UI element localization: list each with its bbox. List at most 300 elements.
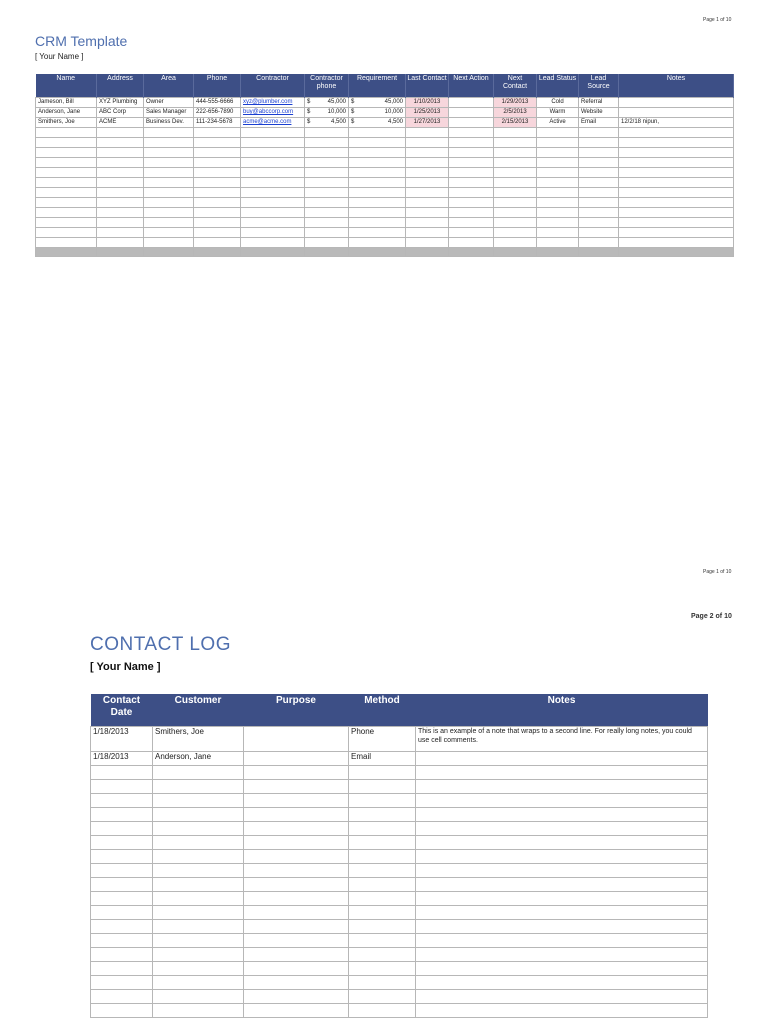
purpose-cell[interactable] — [244, 727, 349, 752]
empty-cell[interactable] — [97, 128, 144, 138]
empty-cell[interactable] — [416, 892, 708, 906]
empty-cell[interactable] — [241, 158, 305, 168]
empty-cell[interactable] — [241, 138, 305, 148]
empty-cell[interactable] — [406, 158, 449, 168]
name-cell[interactable]: Smithers, Joe — [36, 118, 97, 128]
empty-cell[interactable] — [244, 990, 349, 1004]
empty-cell[interactable] — [144, 218, 194, 228]
empty-cell[interactable] — [244, 808, 349, 822]
empty-cell[interactable] — [244, 794, 349, 808]
empty-cell[interactable] — [619, 188, 734, 198]
empty-cell[interactable] — [449, 148, 494, 158]
empty-cell[interactable] — [537, 128, 579, 138]
phone-cell[interactable]: 222-656-7890 — [194, 108, 241, 118]
empty-cell[interactable] — [91, 920, 153, 934]
empty-cell[interactable] — [579, 218, 619, 228]
empty-cell[interactable] — [349, 168, 406, 178]
empty-cell[interactable] — [416, 864, 708, 878]
empty-cell[interactable] — [305, 218, 349, 228]
empty-cell[interactable] — [416, 990, 708, 1004]
empty-cell[interactable] — [494, 168, 537, 178]
empty-cell[interactable] — [416, 920, 708, 934]
empty-cell[interactable] — [97, 198, 144, 208]
name-cell[interactable]: Jameson, Bill — [36, 98, 97, 108]
empty-cell[interactable] — [36, 168, 97, 178]
empty-cell[interactable] — [349, 794, 416, 808]
empty-cell[interactable] — [144, 188, 194, 198]
last-contact-cell[interactable]: 1/10/2013 — [406, 98, 449, 108]
address-cell[interactable]: ABC Corp — [97, 108, 144, 118]
empty-cell[interactable] — [153, 780, 244, 794]
empty-cell[interactable] — [305, 178, 349, 188]
address-cell[interactable]: ACME — [97, 118, 144, 128]
empty-cell[interactable] — [349, 990, 416, 1004]
empty-cell[interactable] — [349, 238, 406, 248]
empty-cell[interactable] — [619, 168, 734, 178]
empty-cell[interactable] — [36, 158, 97, 168]
empty-cell[interactable] — [194, 198, 241, 208]
empty-cell[interactable] — [449, 218, 494, 228]
empty-cell[interactable] — [194, 188, 241, 198]
empty-cell[interactable] — [537, 228, 579, 238]
empty-cell[interactable] — [97, 208, 144, 218]
empty-cell[interactable] — [579, 138, 619, 148]
empty-cell[interactable] — [449, 208, 494, 218]
empty-cell[interactable] — [579, 158, 619, 168]
next-action-cell[interactable] — [449, 108, 494, 118]
empty-cell[interactable] — [194, 228, 241, 238]
empty-cell[interactable] — [579, 198, 619, 208]
empty-cell[interactable] — [97, 188, 144, 198]
empty-cell[interactable] — [349, 850, 416, 864]
empty-cell[interactable] — [241, 188, 305, 198]
your-name-label: [ Your Name ] — [90, 661, 161, 673]
area-cell[interactable]: Owner — [144, 98, 194, 108]
empty-cell[interactable] — [416, 780, 708, 794]
empty-cell[interactable] — [153, 822, 244, 836]
empty-cell[interactable] — [194, 238, 241, 248]
empty-cell[interactable] — [241, 168, 305, 178]
empty-cell[interactable] — [537, 178, 579, 188]
empty-cell[interactable] — [194, 218, 241, 228]
empty-cell[interactable] — [579, 188, 619, 198]
empty-cell[interactable] — [406, 188, 449, 198]
method-cell[interactable]: Phone — [349, 727, 416, 752]
empty-cell[interactable] — [579, 238, 619, 248]
empty-cell[interactable] — [349, 138, 406, 148]
method-cell[interactable]: Email — [349, 752, 416, 766]
empty-cell[interactable] — [241, 218, 305, 228]
next-action-cell[interactable] — [449, 118, 494, 128]
empty-cell[interactable] — [537, 138, 579, 148]
last-contact-cell[interactable]: 1/27/2013 — [406, 118, 449, 128]
empty-cell[interactable] — [144, 238, 194, 248]
empty-cell[interactable] — [305, 228, 349, 238]
empty-cell[interactable] — [36, 178, 97, 188]
empty-cell[interactable] — [494, 228, 537, 238]
empty-cell[interactable] — [349, 892, 416, 906]
area-cell[interactable]: Sales Manager — [144, 108, 194, 118]
empty-cell[interactable] — [349, 878, 416, 892]
empty-cell[interactable] — [349, 228, 406, 238]
requirement-cell[interactable] — [349, 118, 406, 128]
contractor-phone-cell[interactable] — [305, 108, 349, 118]
empty-cell[interactable] — [91, 934, 153, 948]
empty-cell[interactable] — [91, 948, 153, 962]
empty-cell[interactable] — [305, 138, 349, 148]
empty-cell[interactable] — [153, 850, 244, 864]
empty-cell[interactable] — [91, 962, 153, 976]
empty-cell[interactable] — [305, 198, 349, 208]
empty-cell[interactable] — [153, 934, 244, 948]
empty-cell[interactable] — [537, 188, 579, 198]
empty-cell[interactable] — [36, 188, 97, 198]
empty-cell[interactable] — [241, 128, 305, 138]
empty-cell[interactable] — [91, 850, 153, 864]
empty-cell[interactable] — [91, 766, 153, 780]
empty-cell[interactable] — [406, 238, 449, 248]
empty-cell[interactable] — [241, 198, 305, 208]
empty-cell[interactable] — [349, 906, 416, 920]
empty-cell[interactable] — [194, 168, 241, 178]
empty-cell[interactable] — [579, 228, 619, 238]
empty-cell[interactable] — [416, 976, 708, 990]
empty-cell[interactable] — [305, 208, 349, 218]
empty-cell[interactable] — [494, 178, 537, 188]
empty-cell[interactable] — [91, 1004, 153, 1018]
empty-cell[interactable] — [349, 178, 406, 188]
empty-cell[interactable] — [619, 208, 734, 218]
empty-cell[interactable] — [579, 128, 619, 138]
empty-cell[interactable] — [36, 238, 97, 248]
empty-cell[interactable] — [619, 238, 734, 248]
empty-cell[interactable] — [91, 892, 153, 906]
empty-cell[interactable] — [449, 138, 494, 148]
empty-cell[interactable] — [244, 948, 349, 962]
empty-cell[interactable] — [416, 948, 708, 962]
empty-cell[interactable] — [494, 128, 537, 138]
empty-cell[interactable] — [244, 836, 349, 850]
empty-cell[interactable] — [537, 198, 579, 208]
empty-cell[interactable] — [305, 128, 349, 138]
empty-cell[interactable] — [494, 148, 537, 158]
empty-cell[interactable] — [349, 962, 416, 976]
contractor-email-link[interactable]: buy@abccorp.com — [241, 108, 305, 118]
empty-cell[interactable] — [244, 766, 349, 780]
empty-cell[interactable] — [406, 168, 449, 178]
empty-cell[interactable] — [244, 822, 349, 836]
empty-cell[interactable] — [406, 218, 449, 228]
empty-cell[interactable] — [537, 158, 579, 168]
empty-cell[interactable] — [91, 976, 153, 990]
requirement-cell[interactable] — [349, 98, 406, 108]
empty-cell[interactable] — [494, 238, 537, 248]
empty-cell[interactable] — [244, 906, 349, 920]
empty-cell[interactable] — [494, 188, 537, 198]
empty-cell[interactable] — [144, 168, 194, 178]
empty-cell[interactable] — [97, 158, 144, 168]
empty-cell[interactable] — [144, 208, 194, 218]
empty-cell[interactable] — [36, 208, 97, 218]
empty-cell[interactable] — [349, 128, 406, 138]
empty-cell[interactable] — [305, 158, 349, 168]
empty-cell[interactable] — [416, 822, 708, 836]
empty-cell[interactable] — [619, 218, 734, 228]
empty-cell[interactable] — [406, 138, 449, 148]
empty-cell[interactable] — [144, 158, 194, 168]
contractor-email-link[interactable]: xyz@plumber.com — [241, 98, 305, 108]
lead-status-cell[interactable]: Active — [537, 118, 579, 128]
empty-cell[interactable] — [416, 878, 708, 892]
empty-cell[interactable] — [406, 148, 449, 158]
empty-row — [91, 780, 708, 794]
empty-cell[interactable] — [144, 228, 194, 238]
empty-cell[interactable] — [349, 198, 406, 208]
next-contact-cell[interactable]: 2/15/2013 — [494, 118, 537, 128]
empty-cell[interactable] — [153, 948, 244, 962]
empty-cell[interactable] — [537, 148, 579, 158]
empty-cell[interactable] — [241, 208, 305, 218]
empty-cell[interactable] — [244, 934, 349, 948]
empty-cell[interactable] — [144, 138, 194, 148]
empty-cell[interactable] — [91, 836, 153, 850]
empty-cell[interactable] — [349, 864, 416, 878]
empty-cell[interactable] — [619, 198, 734, 208]
empty-cell[interactable] — [36, 148, 97, 158]
empty-cell[interactable] — [579, 178, 619, 188]
empty-cell[interactable] — [494, 158, 537, 168]
empty-cell[interactable] — [194, 128, 241, 138]
empty-row — [91, 990, 708, 1004]
empty-cell[interactable] — [305, 238, 349, 248]
empty-cell[interactable] — [153, 878, 244, 892]
empty-cell[interactable] — [349, 836, 416, 850]
notes-cell[interactable]: This is an example of a note that wraps to a second line. For really long notes, you could use cell comments. — [416, 727, 708, 752]
last-contact-cell[interactable]: 1/25/2013 — [406, 108, 449, 118]
empty-cell[interactable] — [153, 836, 244, 850]
empty-cell[interactable] — [619, 128, 734, 138]
empty-cell[interactable] — [153, 892, 244, 906]
empty-cell[interactable] — [153, 976, 244, 990]
empty-cell[interactable] — [449, 128, 494, 138]
empty-cell[interactable] — [91, 864, 153, 878]
name-cell[interactable]: Anderson, Jane — [36, 108, 97, 118]
empty-cell[interactable] — [349, 158, 406, 168]
empty-cell[interactable] — [91, 794, 153, 808]
column-header: Contact Date — [91, 694, 153, 727]
empty-cell[interactable] — [349, 780, 416, 794]
empty-cell[interactable] — [144, 198, 194, 208]
contact-date-cell[interactable]: 1/18/2013 — [91, 752, 153, 766]
phone-cell[interactable]: 444-555-6666 — [194, 98, 241, 108]
empty-cell[interactable] — [144, 148, 194, 158]
empty-cell[interactable] — [244, 864, 349, 878]
empty-cell[interactable] — [194, 148, 241, 158]
empty-cell[interactable] — [416, 794, 708, 808]
empty-cell[interactable] — [36, 128, 97, 138]
empty-cell[interactable] — [36, 228, 97, 238]
contractor-email-link[interactable]: acme@acme.com — [241, 118, 305, 128]
empty-cell[interactable] — [194, 158, 241, 168]
empty-cell[interactable] — [449, 168, 494, 178]
empty-cell[interactable] — [416, 836, 708, 850]
empty-cell[interactable] — [153, 794, 244, 808]
empty-cell[interactable] — [349, 976, 416, 990]
empty-cell[interactable] — [91, 990, 153, 1004]
empty-cell[interactable] — [244, 1004, 349, 1018]
empty-cell[interactable] — [91, 808, 153, 822]
empty-cell[interactable] — [349, 208, 406, 218]
empty-cell[interactable] — [91, 822, 153, 836]
empty-cell[interactable] — [153, 962, 244, 976]
empty-cell[interactable] — [144, 178, 194, 188]
empty-cell[interactable] — [194, 138, 241, 148]
next-contact-cell[interactable]: 1/29/2013 — [494, 98, 537, 108]
empty-cell[interactable] — [579, 168, 619, 178]
area-cell[interactable]: Business Dev. — [144, 118, 194, 128]
empty-cell[interactable] — [153, 864, 244, 878]
empty-cell[interactable] — [619, 158, 734, 168]
empty-cell[interactable] — [244, 962, 349, 976]
empty-cell[interactable] — [537, 218, 579, 228]
notes-cell[interactable]: 12/2/18 nipun, — [619, 118, 734, 128]
contractor-phone-cell[interactable] — [305, 118, 349, 128]
empty-cell[interactable] — [91, 780, 153, 794]
empty-cell[interactable] — [349, 920, 416, 934]
empty-cell[interactable] — [406, 178, 449, 188]
empty-cell[interactable] — [494, 218, 537, 228]
empty-cell[interactable] — [416, 906, 708, 920]
empty-cell[interactable] — [305, 188, 349, 198]
empty-cell[interactable] — [349, 822, 416, 836]
empty-cell[interactable] — [406, 198, 449, 208]
empty-cell[interactable] — [494, 208, 537, 218]
notes-cell[interactable] — [619, 108, 734, 118]
empty-cell[interactable] — [91, 906, 153, 920]
empty-cell[interactable] — [194, 208, 241, 218]
empty-cell[interactable] — [349, 148, 406, 158]
empty-cell[interactable] — [153, 990, 244, 1004]
contractor-phone-cell[interactable] — [305, 98, 349, 108]
empty-cell[interactable] — [153, 766, 244, 780]
lead-status-cell[interactable]: Warm — [537, 108, 579, 118]
empty-cell[interactable] — [416, 766, 708, 780]
empty-cell[interactable] — [449, 238, 494, 248]
empty-cell[interactable] — [153, 906, 244, 920]
empty-cell[interactable] — [579, 148, 619, 158]
empty-cell[interactable] — [406, 208, 449, 218]
empty-cell[interactable] — [349, 766, 416, 780]
empty-cell[interactable] — [349, 1004, 416, 1018]
empty-cell[interactable] — [416, 934, 708, 948]
empty-cell[interactable] — [244, 892, 349, 906]
empty-cell[interactable] — [244, 976, 349, 990]
empty-cell[interactable] — [153, 808, 244, 822]
empty-cell[interactable] — [416, 1004, 708, 1018]
empty-cell[interactable] — [36, 138, 97, 148]
notes-cell[interactable] — [619, 98, 734, 108]
next-action-cell[interactable] — [449, 98, 494, 108]
empty-cell[interactable] — [97, 138, 144, 148]
empty-cell[interactable] — [537, 168, 579, 178]
purpose-cell[interactable] — [244, 752, 349, 766]
empty-cell[interactable] — [349, 948, 416, 962]
empty-cell[interactable] — [97, 148, 144, 158]
customer-cell[interactable]: Anderson, Jane — [153, 752, 244, 766]
empty-cell[interactable] — [416, 808, 708, 822]
empty-cell[interactable] — [449, 178, 494, 188]
empty-cell[interactable] — [349, 808, 416, 822]
empty-cell[interactable] — [97, 218, 144, 228]
empty-cell[interactable] — [305, 168, 349, 178]
empty-cell[interactable] — [494, 138, 537, 148]
empty-cell[interactable] — [619, 148, 734, 158]
empty-cell[interactable] — [416, 850, 708, 864]
phone-cell[interactable]: 111-234-5678 — [194, 118, 241, 128]
empty-cell[interactable] — [619, 228, 734, 238]
empty-cell[interactable] — [244, 850, 349, 864]
empty-cell[interactable] — [36, 198, 97, 208]
contact-date-cell[interactable]: 1/18/2013 — [91, 727, 153, 752]
empty-cell[interactable] — [241, 228, 305, 238]
empty-cell[interactable] — [349, 934, 416, 948]
empty-cell[interactable] — [406, 128, 449, 138]
empty-cell[interactable] — [449, 188, 494, 198]
empty-cell[interactable] — [97, 178, 144, 188]
empty-cell[interactable] — [406, 228, 449, 238]
empty-cell[interactable] — [494, 198, 537, 208]
lead-source-cell[interactable]: Referral — [579, 98, 619, 108]
lead-source-cell[interactable]: Email — [579, 118, 619, 128]
empty-cell[interactable] — [305, 148, 349, 158]
lead-source-cell[interactable]: Website — [579, 108, 619, 118]
notes-cell[interactable] — [416, 752, 708, 766]
empty-cell[interactable] — [244, 878, 349, 892]
lead-status-cell[interactable]: Cold — [537, 98, 579, 108]
empty-cell[interactable] — [97, 238, 144, 248]
empty-cell[interactable] — [537, 238, 579, 248]
empty-cell[interactable] — [244, 920, 349, 934]
next-contact-cell[interactable]: 2/5/2013 — [494, 108, 537, 118]
address-cell[interactable]: XYZ Plumbing — [97, 98, 144, 108]
empty-cell[interactable] — [241, 238, 305, 248]
empty-cell[interactable] — [619, 138, 734, 148]
empty-cell[interactable] — [241, 148, 305, 158]
empty-cell[interactable] — [449, 228, 494, 238]
empty-cell[interactable] — [97, 228, 144, 238]
empty-cell[interactable] — [349, 218, 406, 228]
empty-cell[interactable] — [153, 920, 244, 934]
empty-cell[interactable] — [416, 962, 708, 976]
table-row — [91, 727, 708, 752]
empty-cell[interactable] — [194, 178, 241, 188]
empty-cell[interactable] — [153, 1004, 244, 1018]
empty-cell[interactable] — [241, 178, 305, 188]
empty-cell[interactable] — [449, 158, 494, 168]
empty-cell[interactable] — [537, 208, 579, 218]
empty-cell[interactable] — [144, 128, 194, 138]
empty-cell[interactable] — [97, 168, 144, 178]
empty-cell[interactable] — [36, 218, 97, 228]
empty-cell[interactable] — [349, 188, 406, 198]
empty-cell[interactable] — [91, 878, 153, 892]
empty-cell[interactable] — [619, 178, 734, 188]
empty-cell[interactable] — [449, 198, 494, 208]
requirement-cell[interactable] — [349, 108, 406, 118]
empty-cell[interactable] — [579, 208, 619, 218]
empty-cell[interactable] — [244, 780, 349, 794]
customer-cell[interactable]: Smithers, Joe — [153, 727, 244, 752]
